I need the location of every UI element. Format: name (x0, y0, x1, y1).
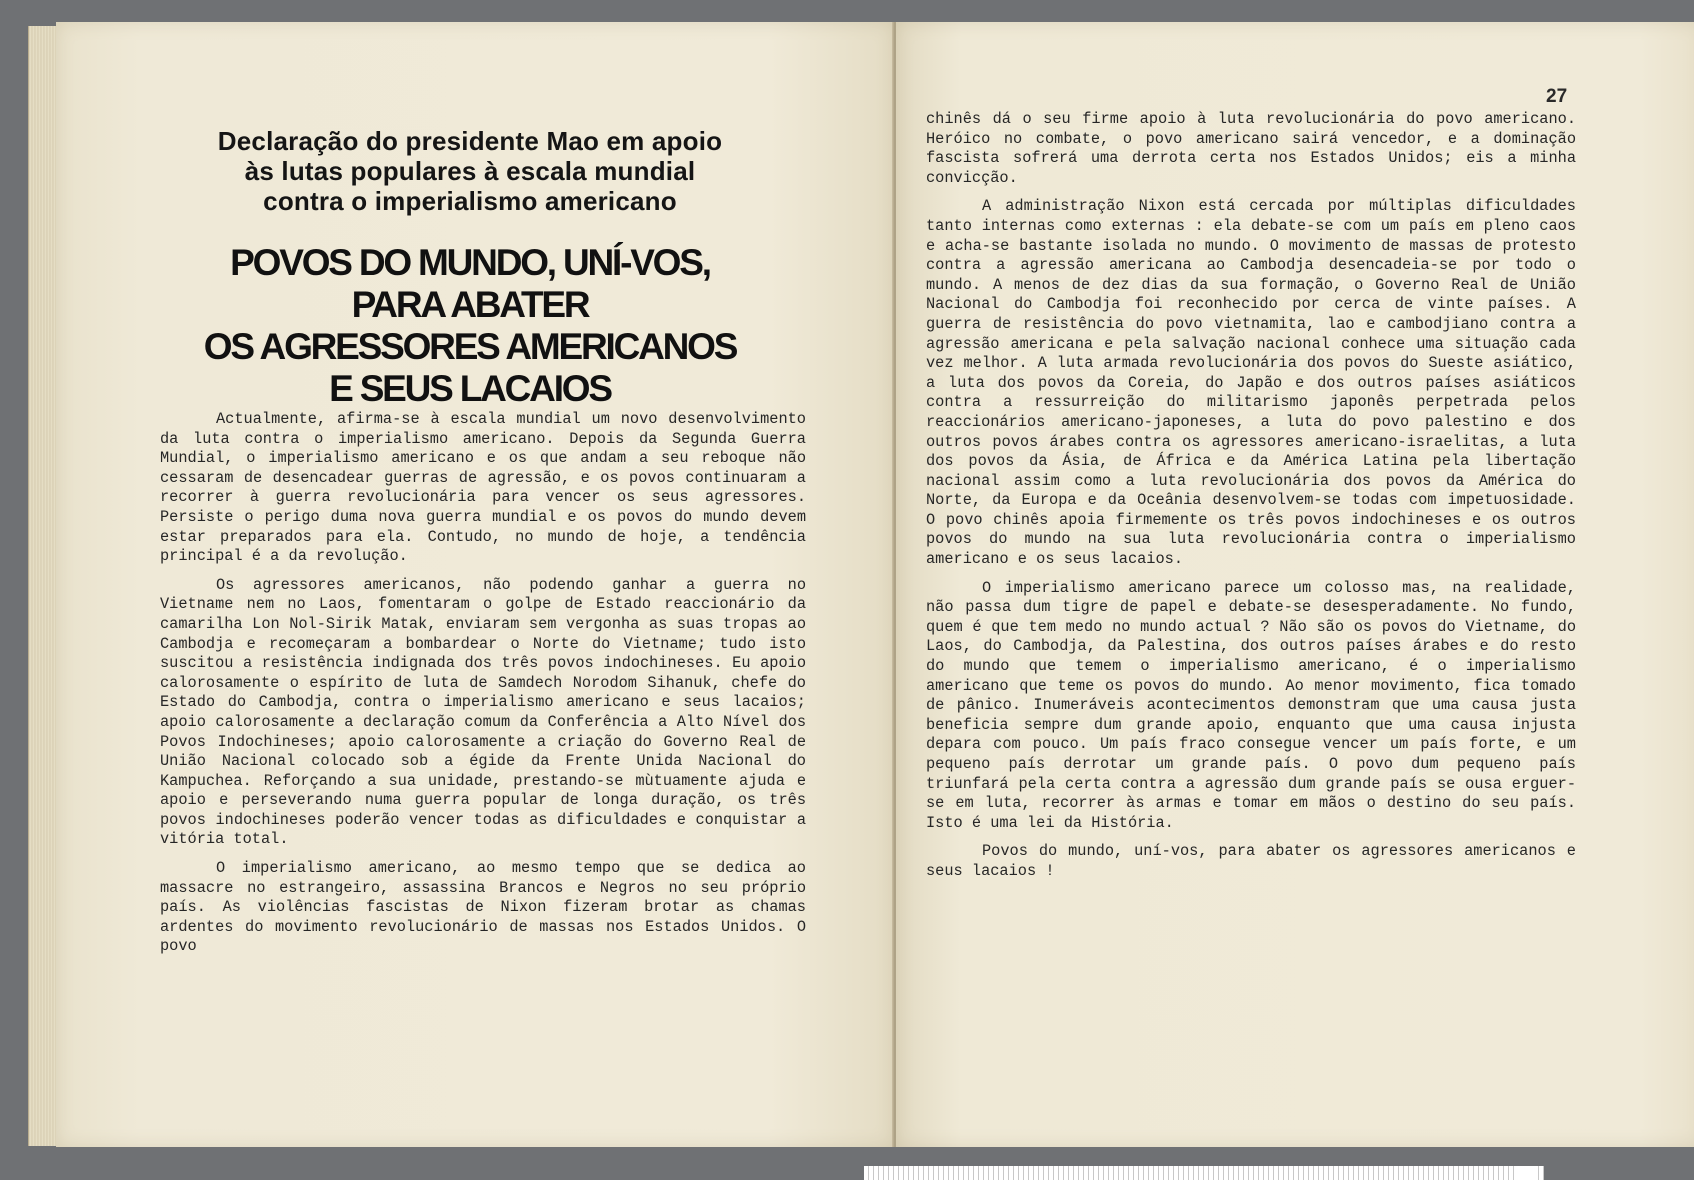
page-edges (28, 26, 59, 1146)
scanner-ruler-end (1516, 1166, 1536, 1180)
paragraph: Povos do mundo, uní-vos, para abater os agressores americanos e seus lacaios ! (926, 842, 1576, 880)
left-body-text (160, 410, 806, 966)
right-body-text (926, 110, 1576, 891)
paragraph: Os agressores americanos, não podendo ganhar a guerra no Vietname nem no Laos, fomentaram o golpe de Estado reaccionário da camarilha Lon Nol-Sirik Matak, enviaram sem vergonha as suas tropas ao Cambodja e recomeçaram a bombardear o Norte do Vietname; tudo isto suscitou a resistência indignada dos três povos indochineses. Eu apoio calorosamente o espírito de luta de Samdech Norodom Sihanuk, chefe do Estado do Cambodja, contra o imperialismo americano e seus lacaios; apoio calorosamente a declaração comum da Conferência a Alto Nível dos Povos Indochineses; apoio calorosamente a criação do Governo Real de União Nacional colocado sob a égide da Frente Unida Nacional do Kampuchea. Reforçando a sua unidade, prestando-se mùtuamente ajuda e apoio e perseverando numa guerra popular de longa duração, os três povos indochineses poderão vencer todas as dificuldades e conquistar a vitória total. (160, 575, 806, 849)
scanner-ruler (864, 1166, 1544, 1180)
title-line: POVOS DO MUNDO, UNÍ-VOS, (230, 242, 710, 283)
paragraph: Actualmente, afirma-se à escala mundial um novo desenvolvimento da luta contra o imperialismo americano. Depois da Segunda Guerra Mundial, o imperialismo americano e os que andam a seu reboque não cessaram de desencadear guerras de agressão, e os povos continuaram a recorrer à guerra revolucionária para vencer os seus agressores. Persiste o perigo duma nova guerra mundial e os povos do mundo devem estar preparados para ela. Contudo, no mundo de hoje, a tendência principal é a da revolução. (160, 410, 806, 566)
heading-line: Declaração do presidente Mao em apoio (217, 126, 723, 156)
heading-line: às lutas populares à escala mundial (244, 156, 696, 186)
paragraph: O imperialismo americano parece um colosso mas, na realidade, não passa dum tigre de papel e debate-se desesperadamente. No fundo, quem é que tem medo no mundo actual ? Não são os povos do Vietname, do Laos, do Cambodja, da Palestina, dos outros países árabes e do resto do mundo que temem o imperialismo americano, é o imperialismo americano que teme os povos do mundo. Ao menor movimento, fica tomado de pânico. Inumeráveis acontecimentos demonstram que uma causa justa beneficia sempre dum grande apoio, enquanto que uma causa injusta depara com pouco. Um país fraco consegue vencer um país forte, e um pequeno país derrotar um grande país. O povo dum pequeno país triunfará pela certa contra a agressão dum grande país se ousa erguer-se em luta, recorrer às armas e tomar em mãos o destino do seu país. Isto é uma lei da História. (926, 578, 1576, 832)
title-line: E SEUS LACAIOS (329, 368, 611, 409)
page-number: 27 (1546, 86, 1568, 107)
title-line: PARA ABATER (351, 284, 589, 325)
paragraph: A administração Nixon está cercada por múltiplas dificuldades tanto internas como externas : ela debate-se com um país em pleno caos e acha-se bastante isolada no mundo. O movimento de massas de protesto contra a agressão americana ao Cambodja desencadeia-se por todo o mundo. A menos de dez dias da sua formação, o Governo Real de União Nacional do Cambodja foi reconhecido por cerca de vinte países. A guerra de resistência do povo vietnamita, lao e cambodjiano contra a agressão americana e pela salvação nacional conhece uma situação cada vez melhor. A luta armada revolucionária dos povos do Sueste asiático, a luta dos povos da Coreia, do Japão e dos outros países asiáticos contra a ressurreição do militarismo japonês perpetrada pelos reaccionários americano-japoneses, a luta do povo palestino e dos outros povos árabes contra os agressores americano-israelitas, a luta dos povos da Ásia, de África e da América Latina pela libertação nacional assim como a luta revolucionária dos povos da América do Norte, da Europa e da Oceânia desenvolvem-se todas com impetuosidade. O povo chinês apoia firmemente os três povos indochineses e os outros povos do mundo na sua luta revolucionária contra o imperialismo americano e os seus lacaios. (926, 197, 1576, 569)
main-title (150, 242, 790, 410)
paragraph: O imperialismo americano, ao mesmo tempo que se dedica ao massacre no estrangeiro, assassina Brancos e Negros no seu próprio país. As violências fascistas de Nixon fizeram brotar as chamas ardentes do movimento revolucionário de massas nos Estados Unidos. O povo (160, 859, 806, 956)
declaration-heading (150, 126, 790, 216)
heading-line: contra o imperialismo americano (263, 186, 677, 216)
paragraph: chinês dá o seu firme apoio à luta revolucionária do povo americano. Heróico no combate, o povo americano sairá vencedor, e a dominação fascista sofrerá uma derrota certa nos Estados Unidos; eis a minha convicção. (926, 110, 1576, 187)
title-line: OS AGRESSORES AMERICANOS (203, 326, 737, 367)
